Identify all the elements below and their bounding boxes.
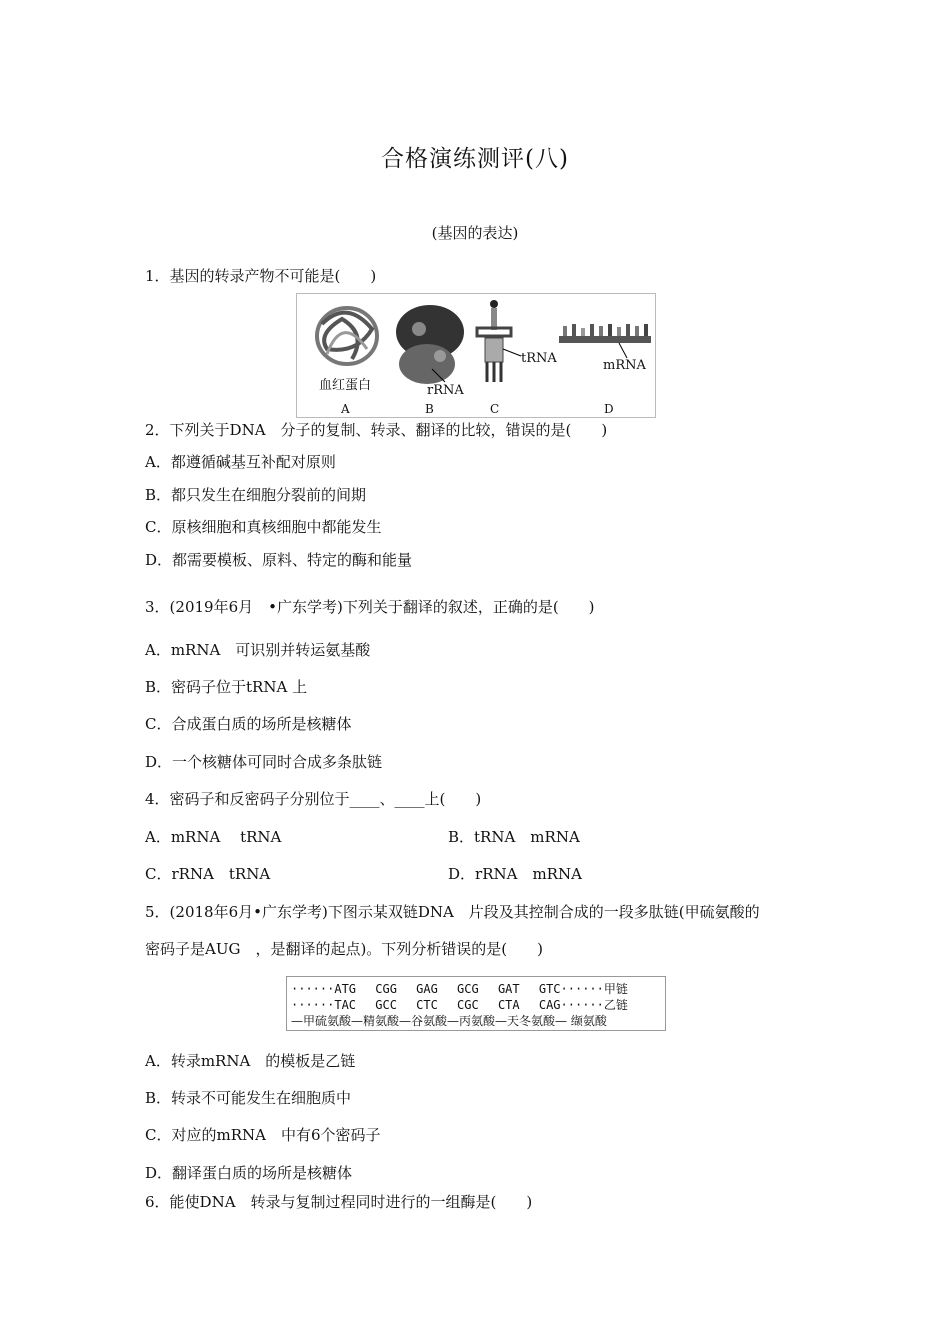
question-2-option-b: B．都只发生在细胞分裂前的间期	[145, 486, 367, 504]
page-title: 合格演练测评(八)	[381, 146, 569, 172]
figure-letter-d: D	[604, 402, 614, 416]
question-3-option-a: A．mRNA 可识别并转运氨基酸	[145, 641, 371, 659]
figure-letter-c: C	[490, 402, 500, 416]
figure-letter-a: A	[341, 402, 350, 416]
question-4-option-a: A．mRNA tRNA	[145, 828, 282, 846]
question-3-option-d: D．一个核糖体可同时合成多条肽链	[145, 753, 383, 771]
figure-letter-b: B	[425, 402, 434, 416]
question-3-stem: 3．(2019年6月 •广东学考)下列关于翻译的叙述，正确的是( )	[145, 598, 595, 616]
question-4-option-b: B．tRNA mRNA	[448, 828, 580, 846]
question-2-option-c: C．原核细胞和真核细胞中都能发生	[145, 518, 382, 536]
label-rrna: rRNA	[427, 383, 464, 398]
question-5-option-d: D．翻译蛋白质的场所是核糖体	[145, 1164, 353, 1182]
question-4-option-c: C．rRNA tRNA	[145, 865, 271, 883]
strand-yi: ······TAC GCC CTC CGC CTA CAG······乙链	[291, 998, 628, 1012]
question-5-option-b: B．转录不可能发生在细胞质中	[145, 1089, 352, 1107]
question-1-stem: 1．基因的转录产物不可能是( )	[145, 267, 377, 285]
hemoglobin-image	[317, 308, 377, 364]
question-2-option-d: D．都需要模板、原料、特定的酶和能量	[145, 551, 413, 569]
question-5-option-c: C．对应的mRNA 中有6个密码子	[145, 1126, 381, 1144]
question-2-option-a: A．都遵循碱基互补配对原则	[145, 453, 336, 471]
question-5-stem-line1: 5．(2018年6月•广东学考)下图示某双链DNA 片段及其控制合成的一段多肽链(甲硫氨酸的	[145, 903, 760, 921]
question-4-stem: 4．密码子和反密码子分别位于____、____上( )	[145, 790, 482, 808]
polypeptide-chain: —甲硫氨酸—精氨酸—谷氨酸—丙氨酸—天冬氨酸— 缬氨酸	[291, 1014, 607, 1028]
question-3-option-b: B．密码子位于tRNA 上	[145, 678, 308, 696]
question-3-option-c: C．合成蛋白质的场所是核糖体	[145, 715, 352, 733]
question-5-option-a: A．转录mRNA 的模板是乙链	[145, 1052, 356, 1070]
question-5-stem-line2: 密码子是AUG ，是翻译的起点)。下列分析错误的是( )	[145, 940, 544, 958]
question-1-figure	[296, 293, 656, 418]
label-trna: tRNA	[521, 351, 557, 366]
molecule-illustrations	[297, 294, 655, 417]
question-2-stem: 2．下列关于DNA 分子的复制、转录、翻译的比较，错误的是( )	[145, 421, 608, 439]
strand-jia: ······ATG CGG GAG GCG GAT GTC······甲链	[291, 982, 628, 996]
page-subtitle: (基因的表达)	[431, 224, 519, 242]
dna-sequence-figure	[286, 976, 666, 1031]
mrna-image	[559, 324, 651, 358]
question-4-option-d: D．rRNA mRNA	[448, 865, 582, 883]
question-6-stem: 6．能使DNA 转录与复制过程同时进行的一组酶是( )	[145, 1193, 533, 1211]
label-hemoglobin: 血红蛋白	[319, 378, 372, 393]
ribosome-image	[396, 305, 464, 384]
label-mrna: mRNA	[603, 358, 646, 373]
trna-image	[477, 300, 521, 382]
